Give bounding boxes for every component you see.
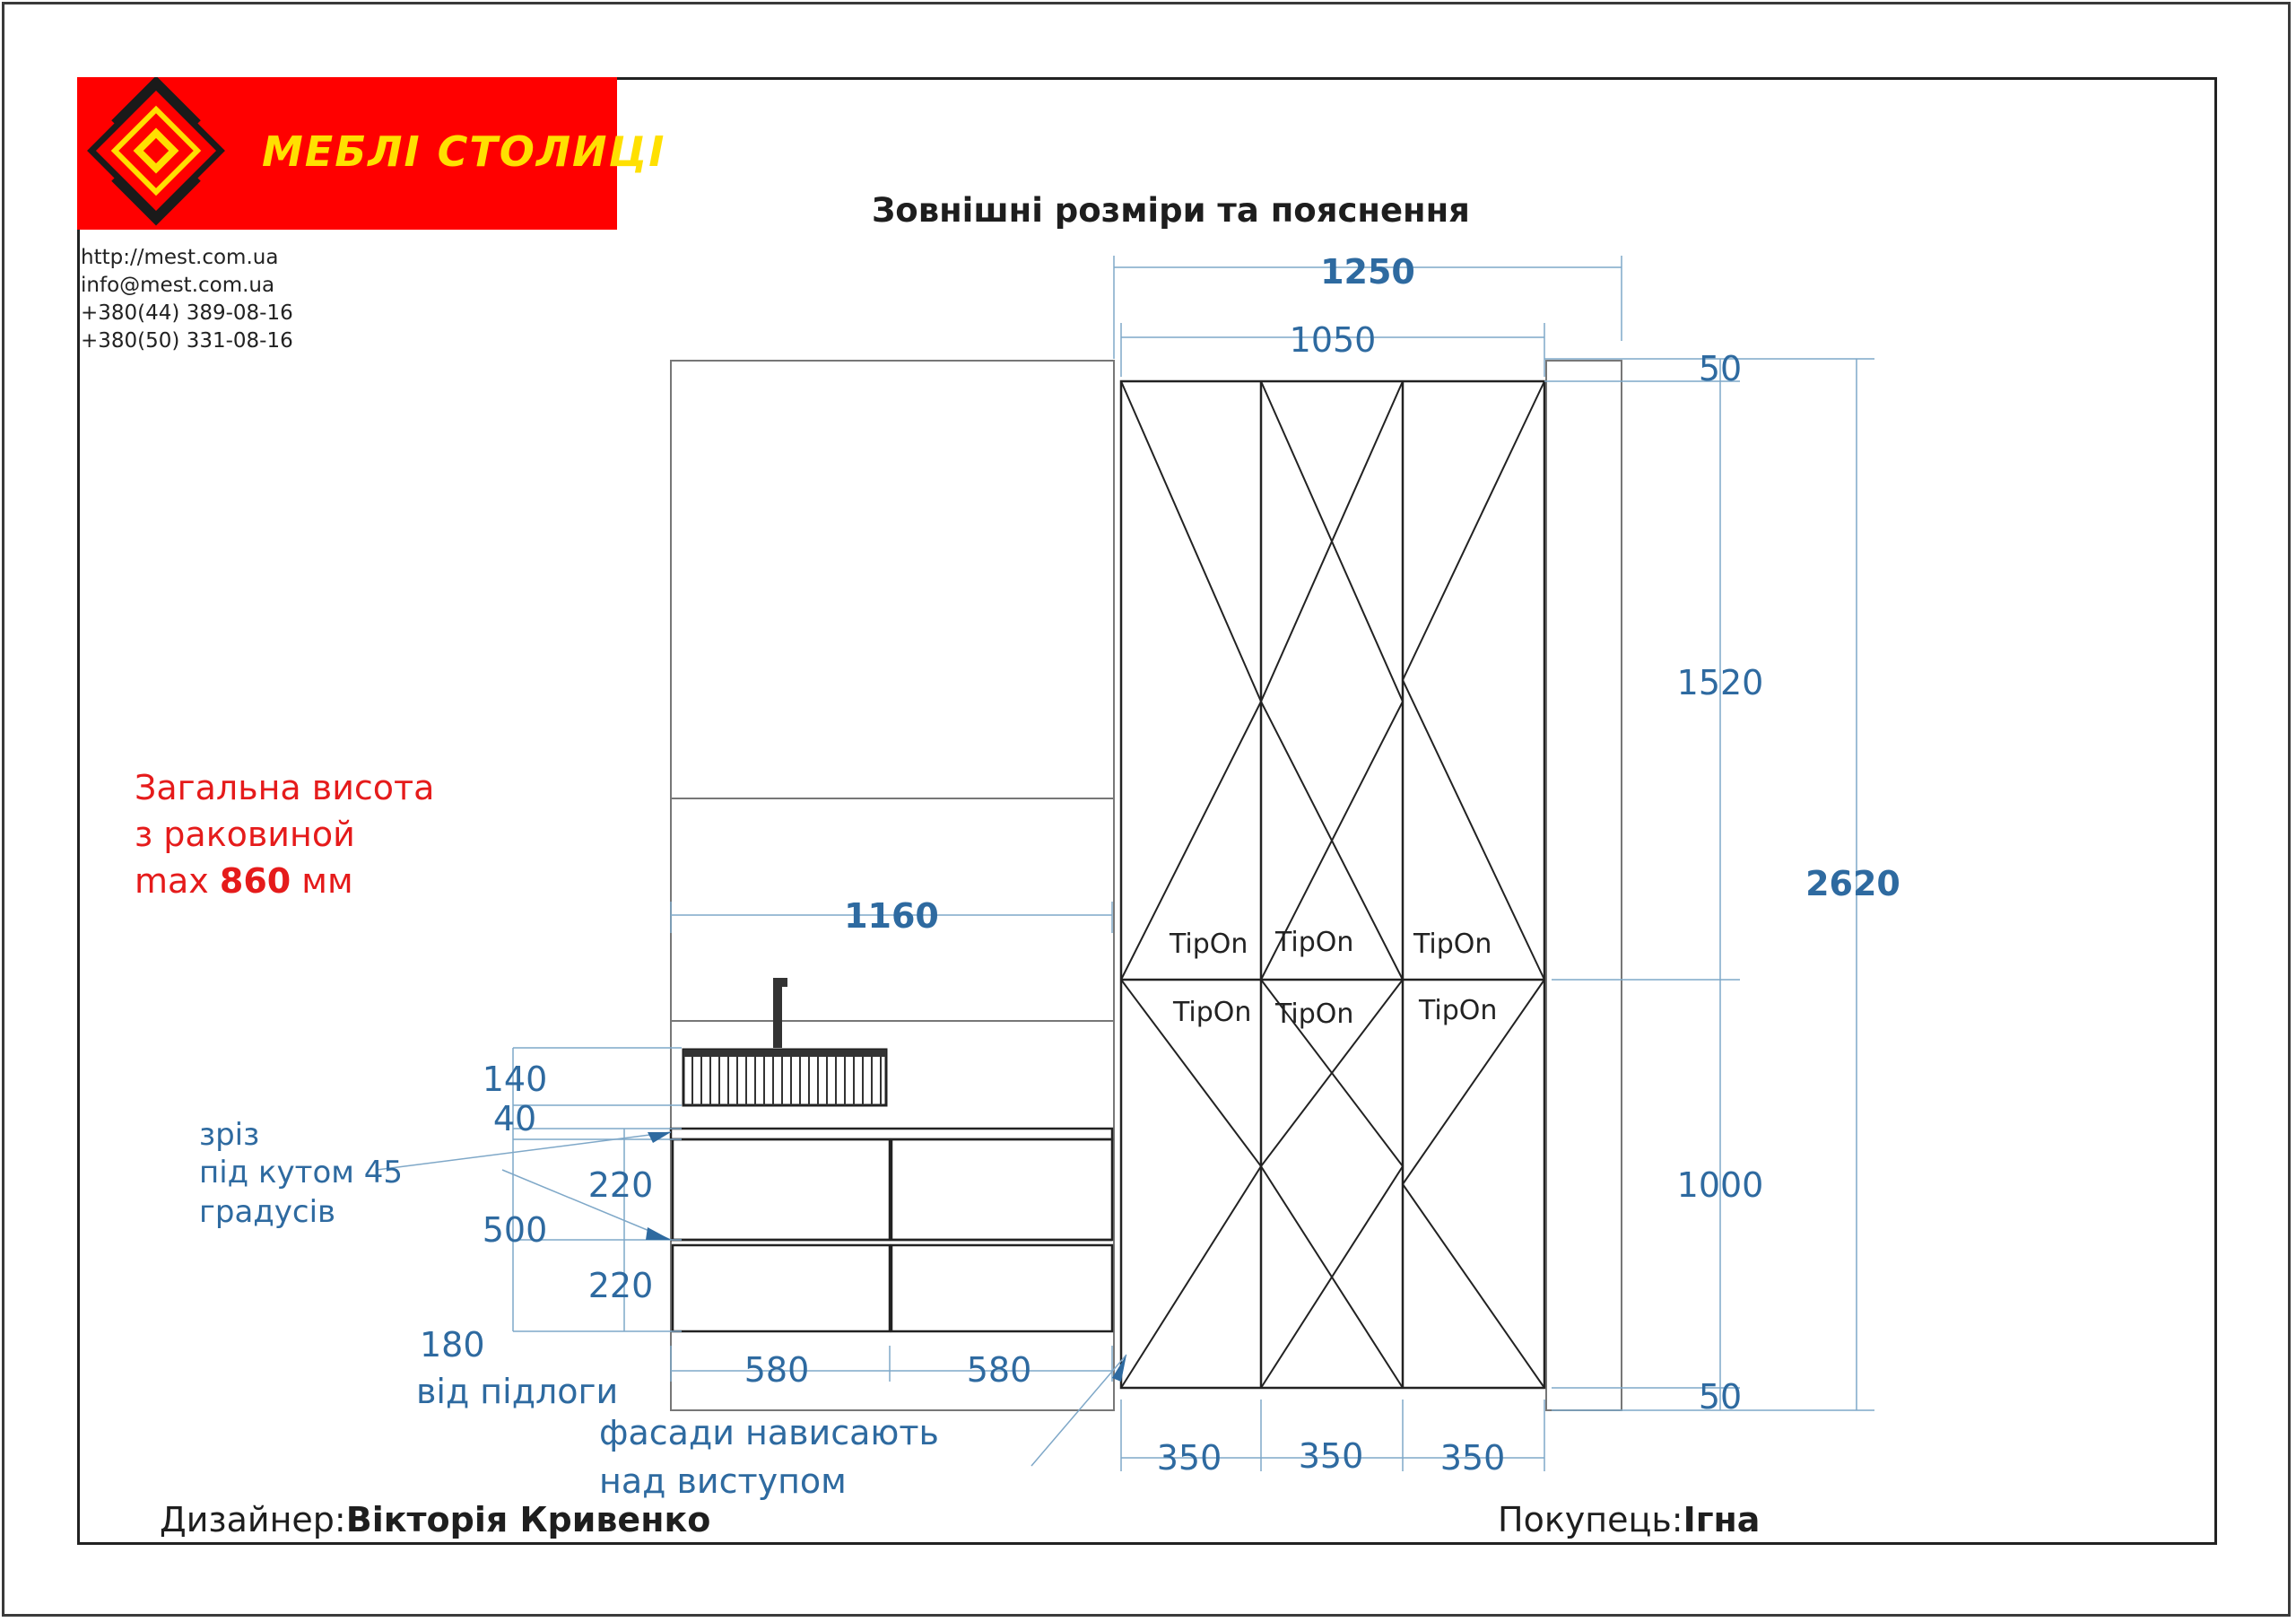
arrow-heads: [646, 1132, 1126, 1382]
height-note-line2: з раковиной: [135, 815, 355, 854]
page-title: Зовнішні розміри та пояснення: [872, 191, 1470, 230]
height-note-line3: max 860 мм: [135, 861, 353, 901]
tipon-label: TipOn: [1275, 998, 1354, 1030]
dim-col1: 350: [1156, 1438, 1222, 1478]
contact-phone-1: +380(44) 389-08-16: [81, 301, 293, 325]
cut-note-line1: зріз: [199, 1117, 260, 1153]
dim-vanity-width: 1160: [844, 896, 939, 936]
opening-indicators: [1121, 381, 1544, 1388]
designer-credit: [160, 1500, 710, 1539]
tipon-label: TipOn: [1413, 929, 1492, 960]
dim-top-thickness: 40: [492, 1099, 537, 1138]
dim-top-gap: 50: [1698, 349, 1743, 388]
designer-name: Вікторія Кривенко: [345, 1500, 711, 1539]
dim-drawer2: 220: [587, 1266, 654, 1305]
cut-note-line3: градусів: [199, 1194, 336, 1230]
facade-note-line2: над виступом: [599, 1461, 847, 1501]
vanity-unit: [671, 1129, 1112, 1331]
cut-note-line2: під кутом 45: [199, 1155, 403, 1190]
dim-col2: 350: [1298, 1436, 1364, 1476]
dim-vanity-right: 580: [966, 1350, 1032, 1390]
dim-total-height: 2620: [1805, 864, 1900, 903]
dim-vanity-left: 580: [744, 1350, 810, 1390]
contact-email[interactable]: info@mest.com.ua: [81, 274, 275, 297]
dim-cabinet-width: 1050: [1289, 320, 1377, 360]
dim-upper-height: 1520: [1676, 663, 1764, 702]
height-note-line1: Загальна висота: [135, 768, 435, 807]
brand-name: МЕБЛІ СТОЛИЦІ: [262, 127, 666, 176]
customer-label: Покупець:: [1498, 1500, 1683, 1539]
tipon-label: TipOn: [1173, 997, 1252, 1028]
dim-drawer1: 220: [587, 1165, 654, 1205]
facade-note-line1: фасади нависають: [599, 1413, 939, 1452]
customer-name: Ігна: [1683, 1500, 1761, 1539]
dim-col3: 350: [1439, 1438, 1506, 1478]
tipon-label: TipOn: [1419, 995, 1498, 1026]
floor-text: від підлоги: [416, 1372, 619, 1411]
contact-website[interactable]: http://mest.com.ua: [81, 246, 279, 269]
dim-total-width: 1250: [1320, 252, 1415, 292]
floor-value: 180: [420, 1325, 485, 1365]
contact-phone-2: +380(50) 331-08-16: [81, 329, 293, 353]
tipon-label: TipOn: [1275, 927, 1354, 958]
customer-credit: [1498, 1500, 1760, 1539]
dim-sink-height: 140: [482, 1060, 548, 1099]
annotation-labels: [199, 1117, 939, 1501]
sink-icon: [683, 978, 886, 1105]
dim-bottom-gap: 50: [1698, 1377, 1743, 1417]
designer-label: Дизайнер:: [160, 1500, 346, 1539]
tipon-labels: [1169, 927, 1497, 1030]
tipon-label: TipOn: [1170, 929, 1248, 960]
dim-vanity-height: 500: [482, 1210, 548, 1250]
dimension-labels: [483, 252, 1900, 1478]
dim-lower-height: 1000: [1676, 1165, 1764, 1205]
tall-cabinet: [1121, 381, 1544, 1388]
